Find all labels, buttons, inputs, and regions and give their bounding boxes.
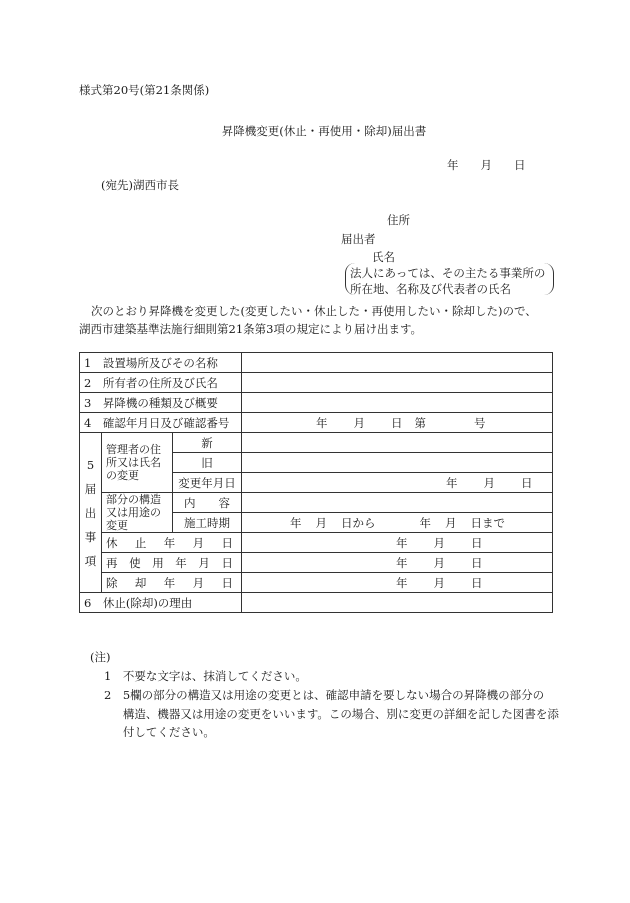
row3-value-cell[interactable] (242, 393, 553, 413)
remove-date-cell[interactable]: 年 月 日 (242, 573, 553, 593)
table-row (80, 493, 553, 513)
row2-value-cell[interactable] (242, 373, 553, 393)
row6-label-cell: 6 休止(除却)の理由 (80, 593, 242, 613)
table-row (80, 573, 553, 593)
intro-line2: 湖西市建築基準法施行細則第21条第3項の規定により届け出ます。 (79, 322, 423, 336)
suspend-label: 休 止 年 月 日 (102, 533, 242, 553)
note-1: 1 不要な文字は、抹消してください。 (104, 669, 307, 683)
name-label: 氏名 (372, 250, 395, 264)
reuse-label: 再 使 用 年 月 日 (102, 553, 242, 573)
row3-label-cell: 3 昇降機の種類及び概要 (80, 393, 242, 413)
table-row (80, 373, 553, 393)
note-2-line2: 構造、機器又は用途の変更をいいます。この場合、別に変更の詳細を記した図書を添 (122, 707, 559, 721)
document-title: 昇降機変更(休止・再使用・除却)届出書 (221, 124, 427, 138)
row4-value-cell[interactable]: 年 月 日 第 号 (242, 413, 553, 433)
table-row (80, 353, 553, 373)
note-2-line3: 付してください。 (122, 725, 215, 739)
change-date-value-cell[interactable]: 年 月 日 (242, 473, 553, 493)
date-line: 年 月 日 (447, 158, 526, 172)
addressee: (宛先)湖西市長 (101, 178, 179, 192)
notifier-label: 届出者 (341, 232, 376, 246)
old-value-cell[interactable] (242, 453, 553, 473)
part-change-label: 部分の構造又は用途の変更 (102, 493, 173, 533)
row1-label-cell: 1 設置場所及びその名称 (80, 353, 242, 373)
table-row (80, 433, 553, 453)
suspend-date-cell[interactable]: 年 月 日 (242, 533, 553, 553)
new-label: 新 (173, 433, 242, 453)
table-row (80, 553, 553, 573)
new-value-cell[interactable] (242, 433, 553, 453)
row4-label-cell: 4 確認年月日及び確認番号 (80, 413, 242, 433)
notification-form-table (79, 352, 553, 613)
note-2-line1: 2 5欄の部分の構造又は用途の変更とは、確認申請を要しない場合の昇降機の部分の (104, 688, 545, 702)
manager-change-label: 管理者の住所又は氏名の変更 (102, 433, 173, 493)
content-value-cell[interactable] (242, 493, 553, 513)
table-row (80, 413, 553, 433)
remove-label: 除 却 年 月 日 (102, 573, 242, 593)
period-label: 施工時期 (173, 513, 242, 533)
table-row (80, 593, 553, 613)
period-value-cell[interactable]: 年 月 日から 年 月 日まで (242, 513, 553, 533)
row5-vertical-cell: 5 届 出 事 項 (80, 433, 102, 593)
address-label: 住所 (387, 213, 410, 227)
table-row (80, 393, 553, 413)
row1-value-cell[interactable] (242, 353, 553, 373)
reuse-date-cell[interactable]: 年 月 日 (242, 553, 553, 573)
row2-label-cell: 2 所有者の住所及び氏名 (80, 373, 242, 393)
form-number: 様式第20号(第21条関係) (79, 83, 210, 97)
corporation-note-line2: 所在地、名称及び代表者の氏名 (350, 282, 511, 296)
notes-heading: (注) (90, 650, 111, 664)
old-label: 旧 (173, 453, 242, 473)
table-row (80, 533, 553, 553)
content-label: 内 容 (173, 493, 242, 513)
row6-value-cell[interactable] (242, 593, 553, 613)
intro-line1: 次のとおり昇降機を変更した(変更したい・休止した・再使用したい・除却した)ので、 (91, 304, 537, 318)
corporation-note-line1: 法人にあっては、その主たる事業所の (350, 266, 546, 280)
change-date-label: 変更年月日 (173, 473, 242, 493)
